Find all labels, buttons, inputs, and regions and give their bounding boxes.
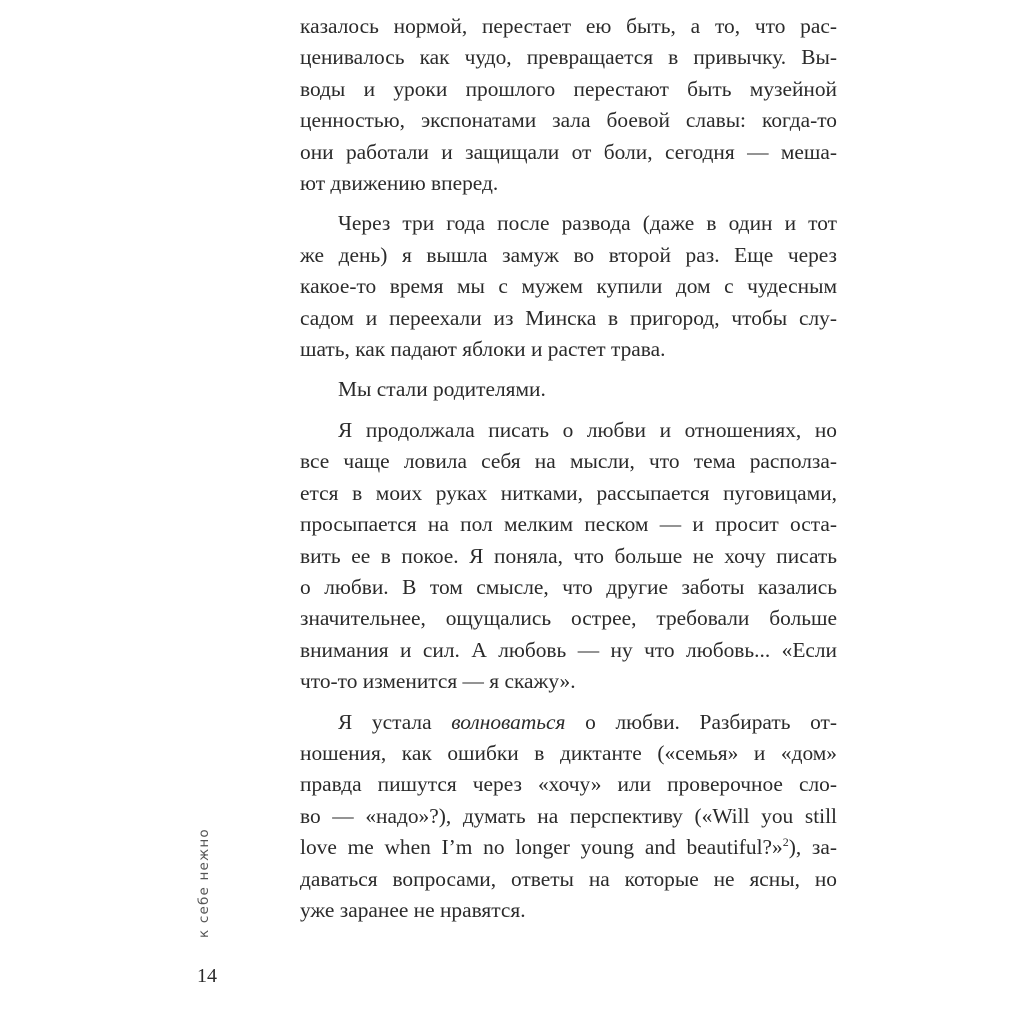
text-fragment: love me when I’m no longer young and beautiful?» xyxy=(300,835,783,860)
paragraph-3 xyxy=(300,374,837,405)
text-line: даваться вопросами, ответы на которые не ясны, но xyxy=(300,866,837,891)
text-line: шать, как падают яблоки и растет трава. xyxy=(300,337,666,362)
text-line: вить ее в покое. Я поняла, что больше не хочу писать xyxy=(300,543,837,568)
text-fragment: ), за- xyxy=(788,835,837,860)
text-line: же день) я вышла замуж во второй раз. Еще через xyxy=(300,242,837,267)
text-fragment: о любви. Разбирать от- xyxy=(565,709,837,734)
text-line: садом и переехали из Минска в пригород, чтобы слу- xyxy=(300,305,837,330)
text-fragment: Я устала xyxy=(338,709,452,734)
paragraph-2 xyxy=(300,208,837,365)
emphasized-word: волноваться xyxy=(451,709,566,734)
running-head: к себе нежно xyxy=(196,828,212,938)
text-line: ценивалось как чудо, превращается в привычку. Вы- xyxy=(300,45,837,70)
text-line: ется в моих руках нитками, рассыпается пуговицами, xyxy=(300,480,837,505)
text-line: Через три года после развода (даже в один и тот xyxy=(338,211,837,236)
text-line xyxy=(300,832,837,863)
text-line xyxy=(300,707,837,738)
text-line: во — «надо»?), думать на перспективу («Will you still xyxy=(300,803,837,828)
text-line: уже заранее не нравятся. xyxy=(300,897,526,922)
paragraph-5 xyxy=(300,707,837,927)
text-line: Мы стали родителями. xyxy=(338,377,546,402)
text-line: воды и уроки прошлого перестают быть музейной xyxy=(300,76,837,101)
paragraph-1 xyxy=(300,11,837,199)
text-line: внимания и сил. А любовь — ну что любовь... «Если xyxy=(300,637,837,662)
body-text xyxy=(300,11,837,926)
text-line: они работали и защищали от боли, сегодня — меша- xyxy=(300,139,837,164)
text-line: что-то изменится — я скажу». xyxy=(300,669,576,694)
text-line: казалось нормой, перестает ею быть, а то, что рас- xyxy=(300,14,837,38)
text-line: значительнее, ощущались острее, требовали больше xyxy=(300,606,837,631)
text-line: ют движению вперед. xyxy=(300,171,499,196)
text-line: о любви. В том смысле, что другие заботы казались xyxy=(300,574,837,599)
text-line: правда пишутся через «хочу» или проверочное сло- xyxy=(300,772,837,797)
paragraph-4 xyxy=(300,415,837,698)
text-line: ценностью, экспонатами зала боевой славы: когда-то xyxy=(300,108,837,133)
page-number: 14 xyxy=(197,965,217,987)
text-line: Я продолжала писать о любви и отношениях, но xyxy=(338,417,837,442)
text-line: какое-то время мы с мужем купили дом с чудесным xyxy=(300,274,837,299)
text-line: просыпается на пол мелким песком — и просит оста- xyxy=(300,512,837,537)
text-line: все чаще ловила себя на мысли, что тема располза- xyxy=(300,449,837,474)
text-line: ношения, как ошибки в диктанте («семья» и «дом» xyxy=(300,740,837,765)
footnote-reference[interactable]: 2 xyxy=(782,835,789,850)
